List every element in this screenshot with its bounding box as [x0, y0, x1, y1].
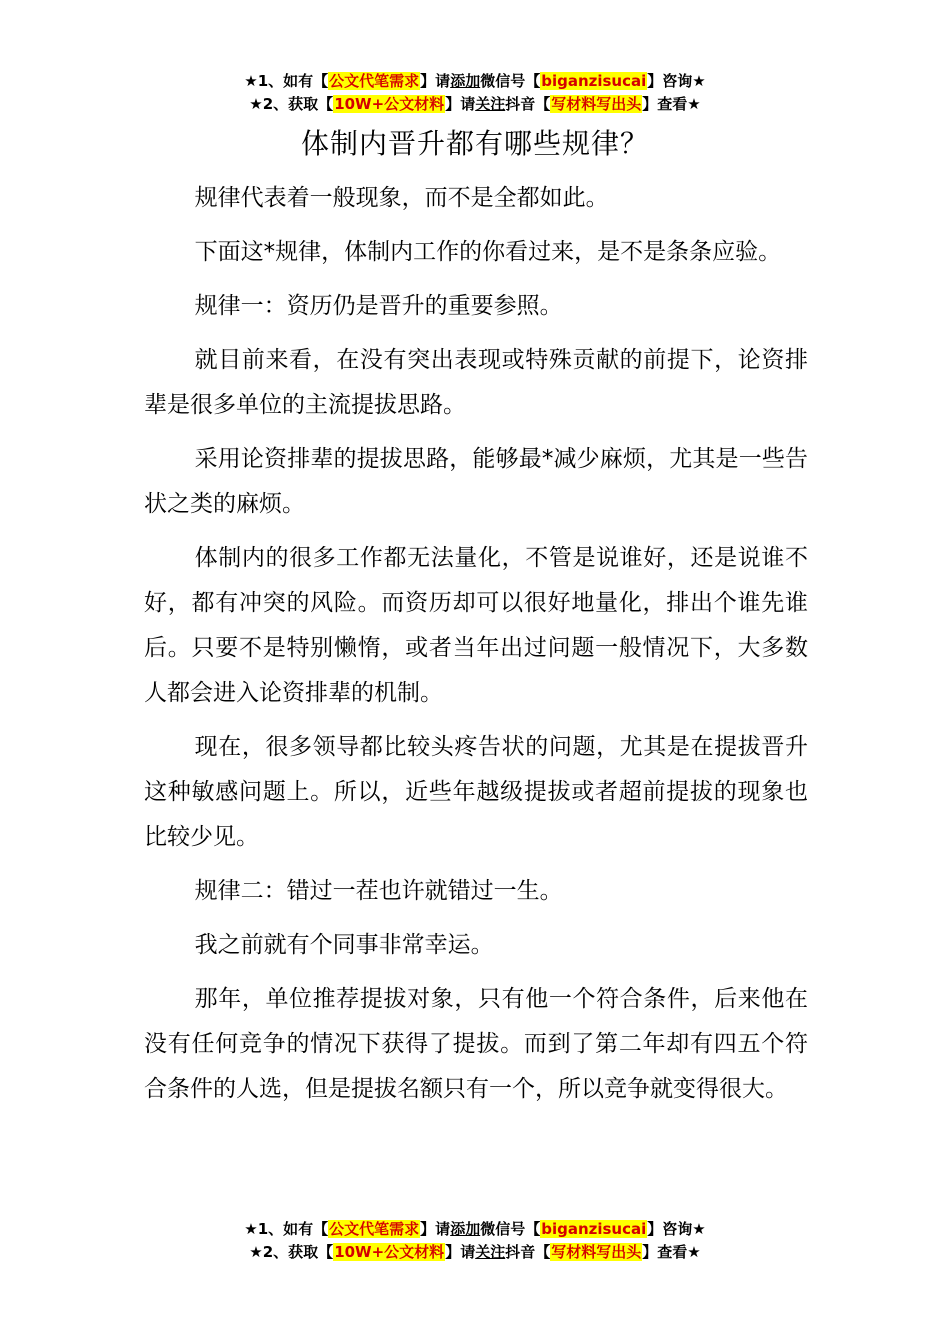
- document-title: 体制内晋升都有哪些规律？: [300, 127, 649, 160]
- banner-text: 】咨询★: [647, 72, 706, 90]
- paragraph: 采用论资排辈的提拔思路，能够最*减少麻烦，尤其是一些告状之类的麻烦。: [144, 446, 808, 517]
- banner-text: 】查看★: [642, 1243, 701, 1261]
- underlined-text: 关注: [475, 1243, 506, 1261]
- paragraph: 规律二：错过一茬也许就错过一生。: [194, 878, 563, 904]
- banner-text: 抖音【: [505, 1243, 551, 1261]
- paragraph: 就目前来看，在没有突出表现或特殊贡献的前提下，论资排辈是很多单位的主流提拔思路。: [144, 347, 808, 418]
- header-banner: [0, 70, 950, 116]
- banner-line-1: [0, 70, 950, 93]
- paragraph: 现在，很多领导都比较头疼告状的问题，尤其是在提拔晋升这种敏感问题上。所以，近些年越级提拔或者超前提拔的现象也比较少见。: [144, 734, 808, 850]
- banner-line-2: [0, 93, 950, 116]
- document-body: [144, 176, 808, 1121]
- highlight-text: 公文代笔需求: [329, 1220, 420, 1238]
- banner-line-2: [0, 1241, 950, 1264]
- highlight-text: 公文代笔需求: [329, 72, 420, 90]
- banner-text: ★1、如有【: [244, 72, 329, 90]
- douyin-id-highlight: 写材料写出头: [551, 95, 642, 113]
- banner-line-1: [0, 1218, 950, 1241]
- banner-text: ★2、获取【: [249, 1243, 334, 1261]
- banner-text: 】请: [445, 95, 476, 113]
- highlight-text: 10W+公文材料: [334, 95, 445, 113]
- douyin-id-highlight: 写材料写出头: [551, 1243, 642, 1261]
- banner-text: 微信号【: [480, 72, 541, 90]
- paragraph: 规律一：资历仍是晋升的重要参照。: [194, 293, 563, 319]
- paragraph: 那年，单位推荐提拔对象，只有他一个符合条件，后来他在没有任何竞争的情况下获得了提拔。而到了第二年却有四五个符合条件的人选，但是提拔名额只有一个，所以竞争就变得很大。: [144, 986, 808, 1102]
- banner-text: 】查看★: [642, 95, 701, 113]
- banner-text: 】请: [420, 72, 451, 90]
- banner-text: 抖音【: [505, 95, 551, 113]
- paragraph: 下面这*规律，体制内工作的你看过来，是不是条条应验。: [194, 239, 782, 265]
- underlined-text: 添加: [450, 1220, 481, 1238]
- highlight-text: 10W+公文材料: [334, 1243, 445, 1261]
- banner-text: 微信号【: [480, 1220, 541, 1238]
- underlined-text: 添加: [450, 72, 481, 90]
- paragraph: 体制内的很多工作都无法量化，不管是说谁好，还是说谁不好，都有冲突的风险。而资历却可以很好地量化，排出个谁先谁后。只要不是特别懒惰，或者当年出过问题一般情况下，大多数人都会进入论资排辈的机制。: [144, 545, 808, 706]
- wechat-id-highlight: biganzisucai: [541, 1220, 647, 1238]
- banner-text: 】请: [445, 1243, 476, 1261]
- paragraph: 我之前就有个同事非常幸运。: [194, 932, 494, 958]
- paragraph: 规律代表着一般现象，而不是全都如此。: [194, 185, 609, 211]
- banner-text: 】咨询★: [647, 1220, 706, 1238]
- banner-text: ★1、如有【: [244, 1220, 329, 1238]
- footer-banner: [0, 1218, 950, 1264]
- banner-text: ★2、获取【: [249, 95, 334, 113]
- banner-text: 】请: [420, 1220, 451, 1238]
- wechat-id-highlight: biganzisucai: [541, 72, 647, 90]
- underlined-text: 关注: [475, 95, 506, 113]
